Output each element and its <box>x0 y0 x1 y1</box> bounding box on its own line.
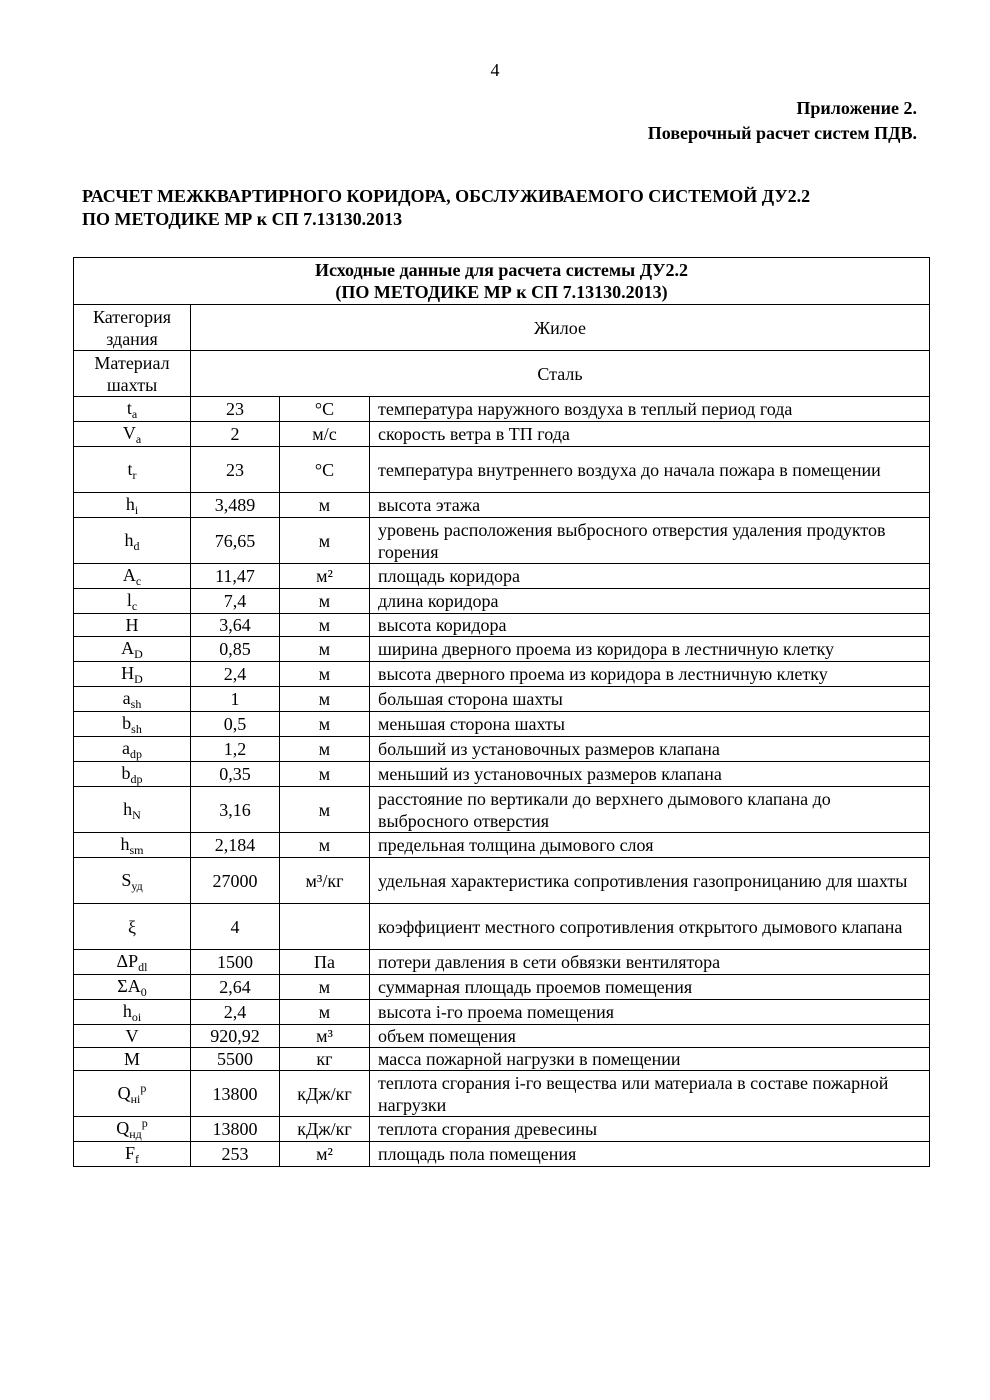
symbol-base: H <box>121 663 135 683</box>
appendix-line-2: Поверочный расчет систем ПДВ. <box>647 123 917 143</box>
symbol-base: Q <box>117 1082 131 1103</box>
parameter-value: 5500 <box>191 1048 280 1071</box>
parameter-unit: м³/кг <box>280 858 370 904</box>
parameter-symbol <box>74 1000 191 1025</box>
symbol-superscript: р <box>140 1080 147 1095</box>
parameter-unit: кДж/кг <box>280 1117 370 1142</box>
table-row <box>74 762 930 787</box>
parameter-unit: м <box>280 687 370 712</box>
parameter-unit: м <box>280 518 370 564</box>
parameter-value: 1500 <box>191 950 280 975</box>
category-value: Жилое <box>191 305 930 351</box>
appendix-line-1: Приложение 2. <box>796 98 917 118</box>
table-row <box>74 518 930 564</box>
parameter-value: 0,35 <box>191 762 280 787</box>
symbol-base: t <box>127 458 133 479</box>
category-row <box>74 305 930 351</box>
table-row <box>74 687 930 712</box>
parameter-unit: кДж/кг <box>280 1071 370 1117</box>
symbol-subscript: c <box>135 574 142 588</box>
parameter-value: 27000 <box>191 858 280 904</box>
symbol-subscript: sh <box>130 697 142 711</box>
parameter-description: суммарная площадь проемов помещения <box>370 975 930 1000</box>
symbol-base: h <box>120 834 130 854</box>
table-row <box>74 422 930 447</box>
table-row <box>74 737 930 762</box>
parameter-unit: м <box>280 762 370 787</box>
parameter-unit: м <box>280 662 370 687</box>
parameter-unit: Па <box>280 950 370 975</box>
category-label-line-1: Категория <box>93 306 171 327</box>
parameter-symbol <box>74 833 191 858</box>
parameter-description: высота этажа <box>370 493 930 518</box>
parameter-symbol <box>74 1025 191 1048</box>
parameter-symbol <box>74 614 191 637</box>
parameter-description: высота дверного проема из коридора в лестничную клетку <box>370 662 930 687</box>
symbol-subscript: oi <box>131 1010 142 1024</box>
table-row <box>74 564 930 589</box>
parameter-symbol <box>74 1071 191 1117</box>
table-row <box>74 858 930 904</box>
symbol-base: h <box>125 494 135 514</box>
parameter-unit: м <box>280 975 370 1000</box>
table-header-row <box>74 258 930 305</box>
symbol-subscript: D <box>134 647 143 661</box>
symbol-base: M <box>123 1049 140 1069</box>
parameter-symbol <box>74 518 191 564</box>
symbol-base: h <box>123 798 133 819</box>
parameter-symbol <box>74 975 191 1000</box>
table-row <box>74 447 930 493</box>
symbol-base: a <box>122 688 131 708</box>
parameter-symbol <box>74 904 191 950</box>
parameter-symbol <box>74 637 191 662</box>
parameter-description: объем помещения <box>370 1025 930 1048</box>
symbol-subscript: d <box>133 538 140 553</box>
material-value: Сталь <box>191 351 930 397</box>
symbol-base: ξ <box>127 916 137 937</box>
parameter-description: температура внутреннего воздуха до начала пожара в помещении <box>370 447 930 493</box>
material-label-line-1: Материал <box>94 352 170 373</box>
parameter-value: 23 <box>191 447 280 493</box>
parameter-description: коэффициент местного сопротивления открытого дымового клапана <box>370 904 930 950</box>
table-row <box>74 950 930 975</box>
symbol-base: Q <box>116 1118 130 1138</box>
table-header <box>74 258 930 305</box>
symbol-subscript: sh <box>131 722 142 736</box>
parameter-unit <box>280 904 370 950</box>
symbol-subscript: dp <box>130 772 143 786</box>
table-row <box>74 614 930 637</box>
category-label-line-2: здания <box>106 328 158 349</box>
parameter-symbol <box>74 397 191 422</box>
symbol-base: b <box>122 713 132 733</box>
document-title-line-1: РАСЧЕТ МЕЖКВАРТИРНОГО КОРИДОРА, ОБСЛУЖИВАЕМОГО СИСТЕМОЙ ДУ2.2 <box>82 186 811 206</box>
symbol-subscript: c <box>131 599 138 613</box>
parameter-value: 7,4 <box>191 589 280 614</box>
table-row <box>74 1000 930 1025</box>
symbol-base: F <box>124 1143 135 1163</box>
table-row <box>74 1142 930 1167</box>
parameter-description: меньшая сторона шахты <box>370 712 930 737</box>
symbol-base: h <box>124 529 134 550</box>
symbol-superscript: р <box>141 1116 148 1130</box>
table-row <box>74 1071 930 1117</box>
symbol-subscript: N <box>132 807 141 822</box>
table-row <box>74 637 930 662</box>
symbol-subscript: уд <box>131 878 143 893</box>
parameter-symbol <box>74 687 191 712</box>
parameter-symbol <box>74 589 191 614</box>
symbol-base: h <box>122 1001 132 1021</box>
table-row <box>74 833 930 858</box>
parameter-unit: м <box>280 493 370 518</box>
symbol-subscript: 0 <box>140 985 147 999</box>
symbol-base: V <box>125 1026 139 1046</box>
symbol-subscript: a <box>135 432 142 446</box>
symbol-base: ΔP <box>116 951 139 971</box>
parameter-unit: м <box>280 787 370 833</box>
parameter-value: 2,64 <box>191 975 280 1000</box>
appendix-heading <box>648 96 917 146</box>
parameter-description: масса пожарной нагрузки в помещении <box>370 1048 930 1071</box>
symbol-subscript: нi <box>130 1091 141 1106</box>
symbol-subscript: sm <box>129 843 144 857</box>
parameter-description: большая сторона шахты <box>370 687 930 712</box>
material-row <box>74 351 930 397</box>
parameter-unit: м <box>280 737 370 762</box>
parameter-value: 2,4 <box>191 1000 280 1025</box>
parameter-description: больший из установочных размеров клапана <box>370 737 930 762</box>
parameter-unit: кг <box>280 1048 370 1071</box>
symbol-base: l <box>126 590 132 610</box>
parameter-unit: °C <box>280 397 370 422</box>
symbol-subscript: D <box>134 672 143 686</box>
symbol-subscript: i <box>134 503 139 517</box>
parameter-description: потери давления в сети обвязки вентилятора <box>370 950 930 975</box>
parameter-unit: м <box>280 614 370 637</box>
parameter-value: 0,85 <box>191 637 280 662</box>
symbol-base: V <box>122 423 136 443</box>
parameter-description: удельная характеристика сопротивления газопроницанию для шахты <box>370 858 930 904</box>
parameter-value: 2,184 <box>191 833 280 858</box>
parameter-unit: м <box>280 589 370 614</box>
parameter-description: расстояние по вертикали до верхнего дымового клапана до выбросного отверстия <box>370 787 930 833</box>
input-data-table <box>73 257 930 1167</box>
table-row <box>74 1048 930 1071</box>
parameter-symbol <box>74 858 191 904</box>
symbol-subscript: r <box>132 467 137 482</box>
parameter-value: 4 <box>191 904 280 950</box>
parameter-value: 11,47 <box>191 564 280 589</box>
parameter-symbol <box>74 422 191 447</box>
material-label-line-2: шахты <box>106 374 158 395</box>
parameter-description: высота i-го проема помещения <box>370 1000 930 1025</box>
parameter-description: ширина дверного проема из коридора в лестничную клетку <box>370 637 930 662</box>
table-row <box>74 493 930 518</box>
page-number: 4 <box>490 60 500 80</box>
parameter-description: предельная толщина дымового слоя <box>370 833 930 858</box>
symbol-base: a <box>122 738 130 758</box>
parameter-symbol <box>74 787 191 833</box>
parameter-unit: м <box>280 712 370 737</box>
parameter-value: 3,16 <box>191 787 280 833</box>
parameter-value: 13800 <box>191 1071 280 1117</box>
parameter-unit: м <box>280 637 370 662</box>
table-row <box>74 904 930 950</box>
parameter-unit: м² <box>280 564 370 589</box>
parameter-unit: м³ <box>280 1025 370 1048</box>
parameter-description: меньший из установочных размеров клапана <box>370 762 930 787</box>
table-row <box>74 975 930 1000</box>
parameter-unit: м² <box>280 1142 370 1167</box>
symbol-subscript: нд <box>129 1127 142 1141</box>
table-row <box>74 662 930 687</box>
table-row <box>74 1025 930 1048</box>
parameter-value: 2 <box>191 422 280 447</box>
parameter-symbol <box>74 447 191 493</box>
symbol-subscript: a <box>131 407 138 421</box>
table-header-line-2: (ПО МЕТОДИКЕ МР к СП 7.13130.2013) <box>335 282 668 302</box>
parameter-value: 3,64 <box>191 614 280 637</box>
category-label <box>74 305 191 351</box>
parameter-value: 253 <box>191 1142 280 1167</box>
parameter-symbol <box>74 1142 191 1167</box>
parameter-unit: м <box>280 1000 370 1025</box>
parameter-description: теплота сгорания i-го вещества или материала в составе пожарной нагрузки <box>370 1071 930 1117</box>
symbol-base: ΣA <box>117 976 141 996</box>
parameter-description: высота коридора <box>370 614 930 637</box>
table-row <box>74 787 930 833</box>
document-title <box>82 185 810 231</box>
table-row <box>74 397 930 422</box>
material-label <box>74 351 191 397</box>
parameter-symbol <box>74 737 191 762</box>
document-title-line-2: ПО МЕТОДИКЕ МР к СП 7.13130.2013 <box>82 209 403 229</box>
parameter-value: 920,92 <box>191 1025 280 1048</box>
parameter-value: 3,489 <box>191 493 280 518</box>
symbol-base: A <box>122 565 136 585</box>
parameter-value: 23 <box>191 397 280 422</box>
parameter-unit: м/с <box>280 422 370 447</box>
parameter-symbol <box>74 493 191 518</box>
parameter-description: уровень расположения выбросного отверстия удаления продуктов горения <box>370 518 930 564</box>
parameter-unit: °C <box>280 447 370 493</box>
table-header-line-1: Исходные данные для расчета системы ДУ2.2 <box>314 260 689 280</box>
parameter-unit: м <box>280 833 370 858</box>
symbol-base: S <box>121 869 132 890</box>
parameter-description: теплота сгорания древесины <box>370 1117 930 1142</box>
parameter-symbol <box>74 564 191 589</box>
parameter-symbol <box>74 1048 191 1071</box>
symbol-base: b <box>121 763 131 783</box>
symbol-subscript: dl <box>138 960 148 974</box>
parameter-value: 13800 <box>191 1117 280 1142</box>
parameter-symbol <box>74 1117 191 1142</box>
parameter-symbol <box>74 950 191 975</box>
symbol-subscript: dp <box>130 747 142 761</box>
parameter-value: 1 <box>191 687 280 712</box>
symbol-base: A <box>121 638 135 658</box>
parameter-symbol <box>74 712 191 737</box>
parameter-description: температура наружного воздуха в теплый период года <box>370 397 930 422</box>
symbol-base: t <box>126 398 132 418</box>
parameter-value: 2,4 <box>191 662 280 687</box>
table-row <box>74 589 930 614</box>
parameter-symbol <box>74 762 191 787</box>
table-row <box>74 1117 930 1142</box>
parameter-description: длина коридора <box>370 589 930 614</box>
parameter-description: площадь коридора <box>370 564 930 589</box>
parameter-value: 76,65 <box>191 518 280 564</box>
parameter-description: скорость ветра в ТП года <box>370 422 930 447</box>
parameter-value: 0,5 <box>191 712 280 737</box>
table-row <box>74 712 930 737</box>
symbol-base: H <box>125 615 139 635</box>
symbol-subscript: f <box>135 1152 139 1166</box>
parameter-description: площадь пола помещения <box>370 1142 930 1167</box>
parameter-value: 1,2 <box>191 737 280 762</box>
parameter-symbol <box>74 662 191 687</box>
